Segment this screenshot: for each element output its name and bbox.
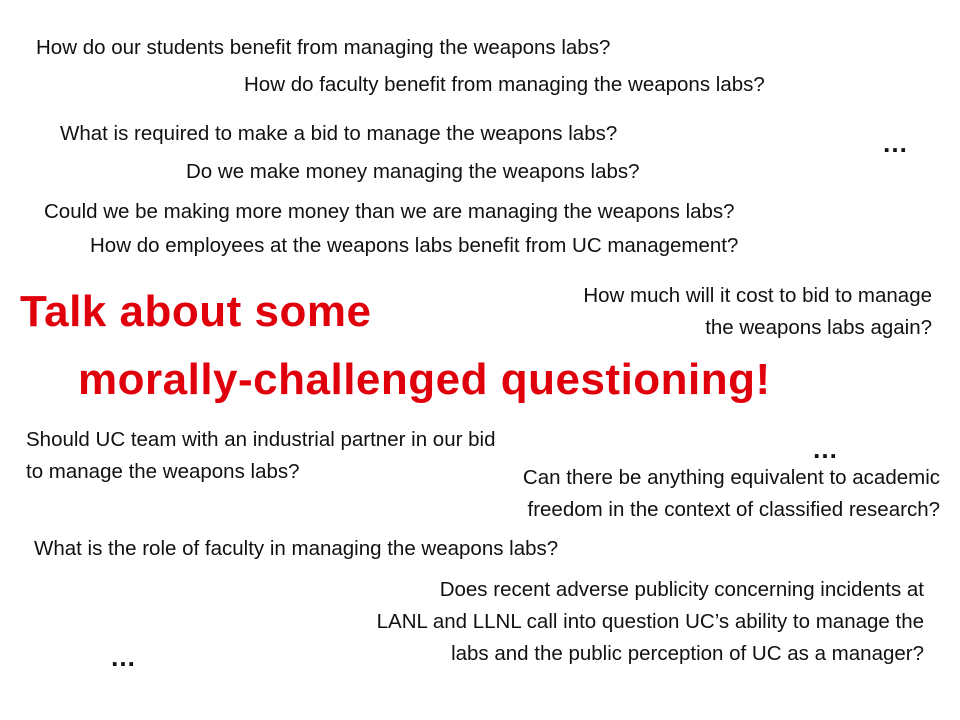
question-industrial-partner-line1: Should UC team with an industrial partner in our bid	[26, 428, 496, 451]
question-faculty-role: What is the role of faculty in managing the weapons labs?	[34, 537, 559, 560]
question-more-money: Could we be making more money than we are managing the weapons labs?	[44, 200, 735, 223]
question-employees-benefit: How do employees at the weapons labs benefit from UC management?	[90, 234, 739, 257]
ellipsis-middle-right: …	[812, 434, 839, 464]
question-adverse-publicity-line2: LANL and LLNL call into question UC’s ability to manage the	[376, 609, 924, 633]
question-academic-freedom-line2: freedom in the context of classified research?	[527, 497, 940, 521]
headline-line1: Talk about some	[20, 287, 372, 336]
ellipsis-bottom-left: …	[110, 642, 137, 672]
question-academic-freedom-line1: Can there be anything equivalent to academic	[522, 466, 940, 489]
question-academic-freedom	[380, 462, 940, 526]
question-adverse-publicity-line1: Does recent adverse publicity concerning incidents at	[439, 578, 924, 601]
question-bid-requirements: What is required to make a bid to manage the weapons labs?	[60, 122, 618, 145]
question-adverse-publicity-line3: labs and the public perception of UC as a manager?	[451, 641, 924, 665]
ellipsis-top-right: …	[882, 128, 909, 158]
question-bid-cost-line1: How much will it cost to bid to manage	[583, 284, 932, 307]
question-faculty-benefit: How do faculty benefit from managing the weapons labs?	[244, 73, 765, 96]
question-make-money: Do we make money managing the weapons labs?	[186, 160, 640, 183]
question-adverse-publicity	[200, 574, 924, 669]
question-students-benefit: How do our students benefit from managing the weapons labs?	[36, 36, 611, 59]
question-bid-cost	[470, 280, 932, 344]
question-industrial-partner-line2: to manage the weapons labs?	[26, 459, 300, 483]
question-bid-cost-line2: the weapons labs again?	[705, 315, 932, 339]
headline-line2: morally-challenged questioning!	[78, 355, 771, 404]
